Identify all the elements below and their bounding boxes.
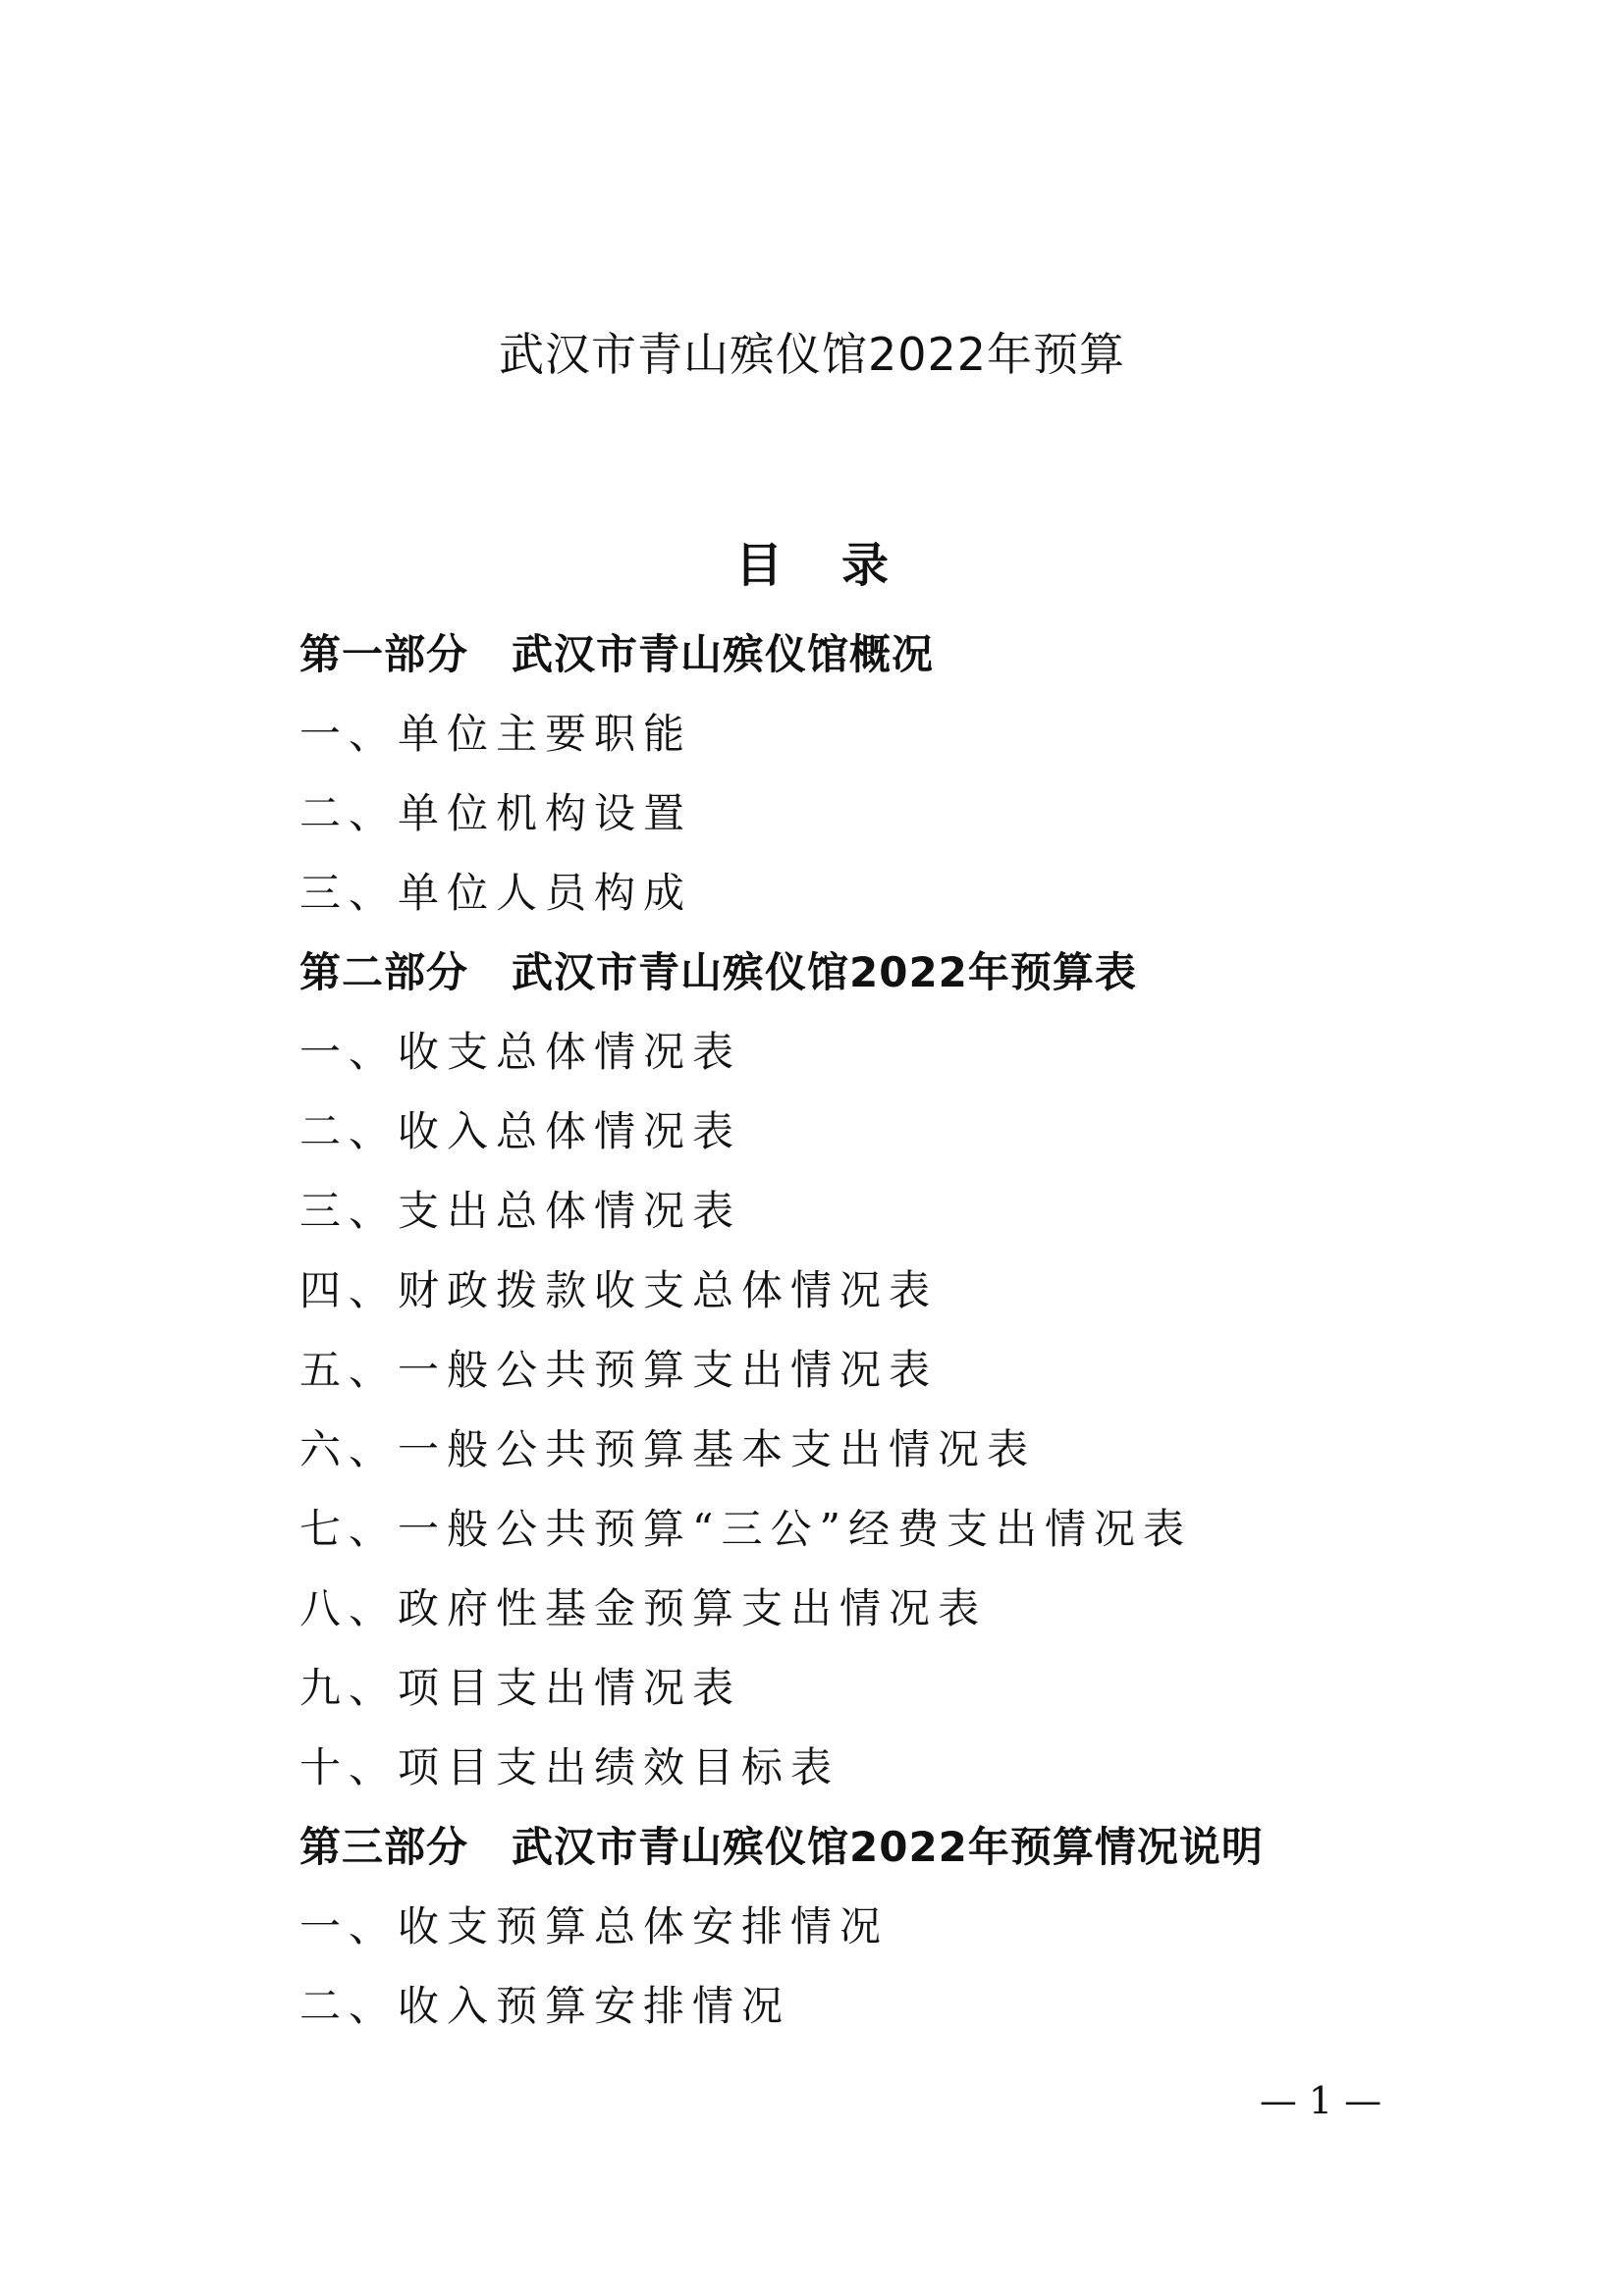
toc-item: 二、收入总体情况表 <box>299 1107 742 1155</box>
toc-part-label: 第二部分 <box>299 948 469 996</box>
toc-item: 五、一般公共预算支出情况表 <box>299 1346 939 1394</box>
toc-heading-char-1: 目 <box>734 538 783 593</box>
toc-item: 二、单位机构设置 <box>299 789 693 837</box>
toc-part-3 <box>299 1807 1380 1887</box>
toc-part-label: 第三部分 <box>299 1823 469 1871</box>
toc-item: 一、收支预算总体安排情况 <box>299 1902 890 1950</box>
toc-heading-char-2: 录 <box>841 538 890 593</box>
toc-item: 六、一般公共预算基本支出情况表 <box>299 1425 1037 1473</box>
toc-item: 一、收支总体情况表 <box>299 1028 742 1076</box>
toc-item: 七、一般公共预算“三公”经费支出情况表 <box>299 1505 1192 1553</box>
toc-part-label: 第一部分 <box>299 630 469 678</box>
toc-part-1 <box>299 614 1380 694</box>
toc-item: 三、支出总体情况表 <box>299 1187 742 1235</box>
toc-part-2 <box>299 933 1380 1012</box>
toc-part-title: 武汉市青山殡仪馆概况 <box>512 630 935 678</box>
table-of-contents <box>299 614 1380 2046</box>
toc-item: 二、收入预算安排情况 <box>299 1982 791 2030</box>
toc-part-title: 武汉市青山殡仪馆2022年预算表 <box>512 948 1137 996</box>
toc-item: 八、政府性基金预算支出情况表 <box>299 1584 988 1632</box>
toc-item: 九、项目支出情况表 <box>299 1664 742 1712</box>
toc-item: 一、单位主要职能 <box>299 710 693 758</box>
toc-part-title: 武汉市青山殡仪馆2022年预算情况说明 <box>512 1823 1264 1871</box>
page-number: — 1 — <box>1259 2079 1382 2122</box>
toc-item: 四、财政拨款收支总体情况表 <box>299 1266 939 1314</box>
toc-item: 三、单位人员构成 <box>299 869 693 917</box>
toc-heading <box>0 530 1624 601</box>
document-title: 武汉市青山殡仪馆2022年预算 <box>498 328 1126 381</box>
toc-item: 十、项目支出绩效目标表 <box>299 1743 840 1791</box>
